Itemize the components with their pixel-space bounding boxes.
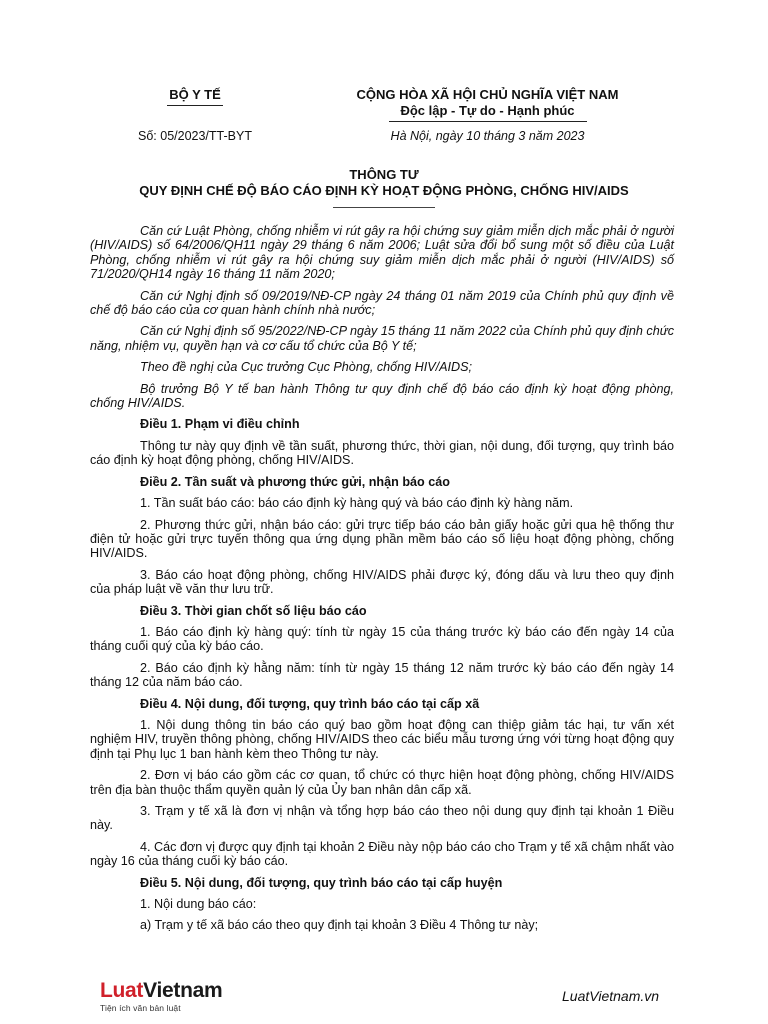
place-and-date: Hà Nội, ngày 10 tháng 3 năm 2023 <box>390 129 585 143</box>
article-paragraph: 2. Báo cáo định kỳ hằng năm: tính từ ngày 15 tháng 12 năm trước kỳ báo cáo đến ngày 14 tháng 12 của năm báo cáo. <box>90 660 674 690</box>
article-heading: Điều 3. Thời gian chốt số liệu báo cáo <box>140 603 367 618</box>
logo-part-vietnam: Vietnam <box>143 979 223 1002</box>
issuing-agency-block <box>135 87 255 106</box>
article-paragraph: a) Trạm y tế xã báo cáo theo quy định tại khoản 3 Điều 4 Thông tư này; <box>140 918 539 933</box>
document-subject: QUY ĐỊNH CHẾ ĐỘ BÁO CÁO ĐỊNH KỲ HOẠT ĐỘNG PHÒNG, CHỐNG HIV/AIDS <box>139 183 629 198</box>
issuing-agency: BỘ Y TẾ <box>169 87 221 102</box>
article-paragraph: 1. Nội dung báo cáo: <box>140 897 257 912</box>
article-paragraph: 3. Báo cáo hoạt động phòng, chống HIV/AIDS phải được ký, đóng dấu và lưu theo quy định của pháp luật về văn thư lưu trữ. <box>90 567 674 597</box>
document-type: THÔNG TƯ <box>349 167 419 182</box>
logo-wordmark <box>100 980 222 1002</box>
preamble-paragraph: Căn cứ Nghị định số 09/2019/NĐ-CP ngày 24 tháng 01 năm 2019 của Chính phủ quy định về chế độ báo cáo của cơ quan hành chính nhà nước; <box>90 288 674 318</box>
logo-part-luat: Luat <box>100 979 144 1002</box>
preamble-paragraph: Căn cứ Luật Phòng, chống nhiễm vi rút gây ra hội chứng suy giảm miễn dịch mắc phải ở người (HIV/AIDS) số 64/2006/QH11 ngày 29 tháng 6 năm 2006; Luật sửa đổi bổ sung một số điều của Luật Phòng, chống nhiễm vi rút gây ra hội chứng suy giảm miễn dịch mắc phải ở người (HIV/AIDS) số 71/2020/QH14 ngày 16 tháng 11 năm 2020; <box>90 224 674 282</box>
document-number: Số: 05/2023/TT-BYT <box>138 129 252 143</box>
article-paragraph: 4. Các đơn vị được quy định tại khoản 2 Điều này nộp báo cáo cho Trạm y tế xã chậm nhất vào ngày 16 của tháng cuối kỳ báo cáo. <box>90 839 674 869</box>
article-paragraph: 3. Trạm y tế xã là đơn vị nhận và tổng hợp báo cáo theo nội dung quy định tại khoản 1 Điều này. <box>90 804 674 833</box>
national-motto: Độc lập - Tự do - Hạnh phúc <box>400 103 575 118</box>
article-heading: Điều 2. Tần suất và phương thức gửi, nhận báo cáo <box>140 474 450 489</box>
article-heading: Điều 1. Phạm vi điều chỉnh <box>140 417 300 432</box>
document-body <box>90 224 674 940</box>
preamble-paragraph: Theo đề nghị của Cục trưởng Cục Phòng, chống HIV/AIDS; <box>140 360 473 375</box>
article-paragraph: 1. Báo cáo định kỳ hàng quý: tính từ ngày 15 của tháng trước kỳ báo cáo đến ngày 14 của tháng cuối quý của kỳ báo cáo. <box>90 624 674 654</box>
motto-underline <box>389 121 587 122</box>
site-link[interactable]: LuatVietnam.vn <box>562 988 660 1004</box>
luatvietnam-logo[interactable] <box>100 980 222 1013</box>
title-divider <box>333 207 435 208</box>
national-header-block <box>340 87 635 122</box>
country-name: CỘNG HÒA XÃ HỘI CHỦ NGHĨA VIỆT NAM <box>356 87 619 102</box>
article-paragraph: 1. Tần suất báo cáo: báo cáo định kỳ hàng quý và báo cáo định kỳ hàng năm. <box>140 496 574 511</box>
article-paragraph: 2. Đơn vị báo cáo gồm các cơ quan, tổ chức có thực hiện hoạt động phòng, chống HIV/AIDS trên địa bàn thuộc thẩm quyền quản lý của Ủy ban nhân dân cấp xã. <box>90 768 674 797</box>
article-paragraph: 2. Phương thức gửi, nhận báo cáo: gửi trực tiếp báo cáo bản giấy hoặc gửi qua hệ thống thư điện tử hoặc gửi trực tuyến thông qua ứng dụng phần mềm báo cáo số liệu hoạt động phòng, chống HIV/AIDS. <box>90 517 674 561</box>
article-heading: Điều 4. Nội dung, đối tượng, quy trình báo cáo tại cấp xã <box>140 696 480 711</box>
article-paragraph: Thông tư này quy định về tần suất, phương thức, thời gian, nội dung, đối tượng, quy trình báo cáo định kỳ hoạt động phòng, chống HIV/AIDS. <box>90 438 674 468</box>
article-heading: Điều 5. Nội dung, đối tượng, quy trình báo cáo tại cấp huyện <box>140 875 503 890</box>
document-title-block <box>100 167 668 208</box>
preamble-paragraph: Căn cứ Nghị định số 95/2022/NĐ-CP ngày 15 tháng 11 năm 2022 của Chính phủ quy định chức năng, nhiệm vụ, quyền hạn và cơ cấu tổ chức của Bộ Y tế; <box>90 324 674 353</box>
preamble-paragraph: Bộ trưởng Bộ Y tế ban hành Thông tư quy định chế độ báo cáo định kỳ hoạt động phòng, chống HIV/AIDS. <box>90 381 674 411</box>
logo-tagline: Tiện ích văn bản luật <box>100 1003 181 1013</box>
article-paragraph: 1. Nội dung thông tin báo cáo quý bao gồm hoạt động can thiệp giảm tác hại, tư vấn xét nghiệm HIV, truyền thông phòng, chống HIV/AIDS theo các biểu mẫu tương ứng với từng hoạt động quy định tại Phụ lục 1 ban hành kèm theo Thông tư này. <box>90 717 674 761</box>
agency-underline <box>167 105 223 106</box>
